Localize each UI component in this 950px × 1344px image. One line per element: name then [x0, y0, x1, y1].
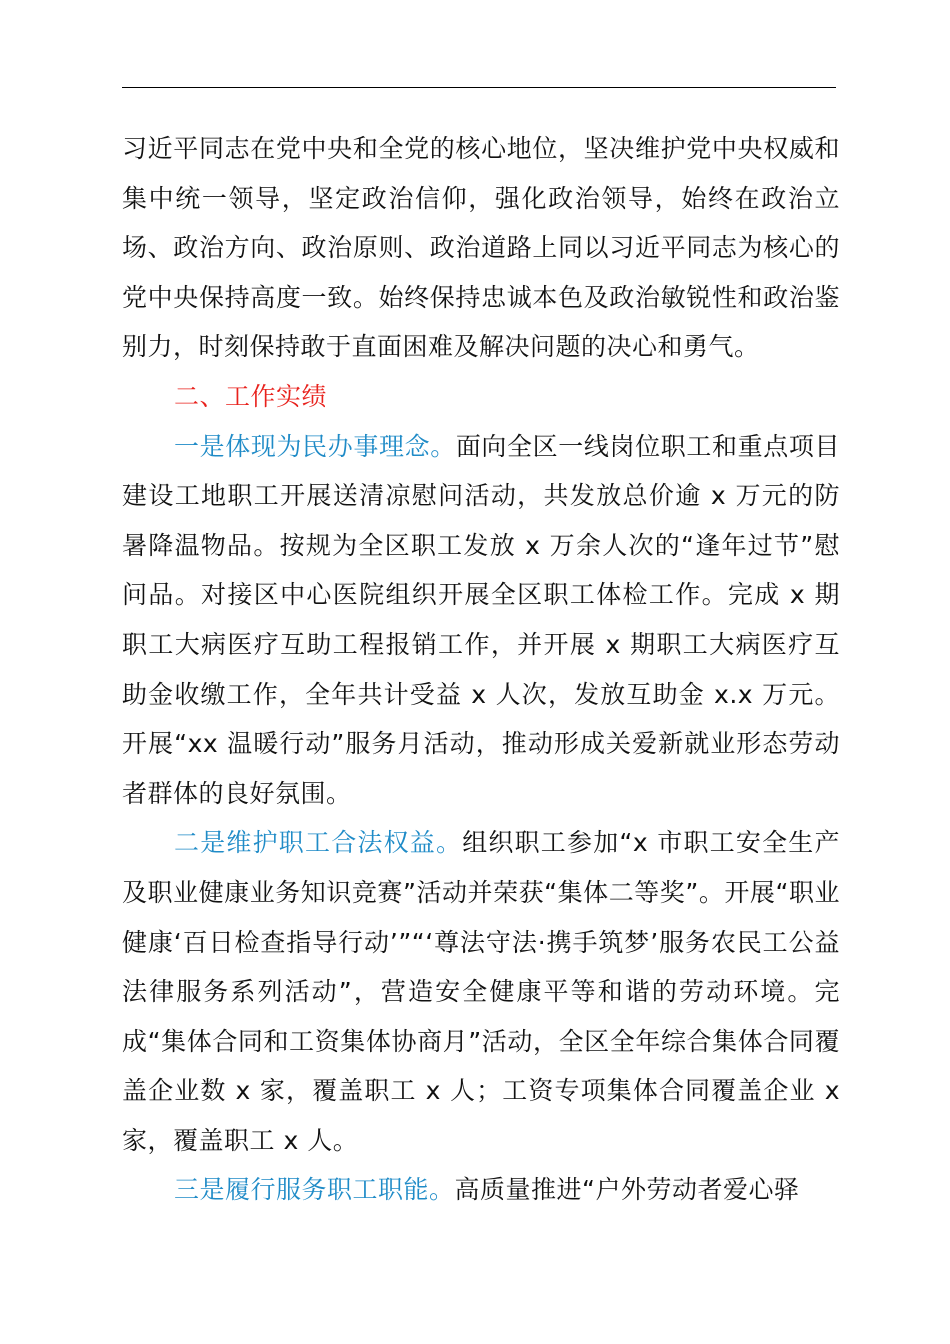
paragraph-lead: 二是维护职工合法权益。 — [174, 828, 463, 858]
paragraph-text: 组织职工参加“x 市职工安全生产及职业健康业务知识竞赛”活动并荣获“集体二等奖”。开展“职业健康‘百日检查指导行动’”“‘尊法守法·携手筑梦’服务农民工公益法律服务系列活动”，营造安全健康平等和谐的劳动环境。完成“集体合同和工资集体协商月”活动，全区全年综合集体合同覆盖企业数 x 家，覆盖职工 x 人；工资专项集体合同覆盖企业 x 家，覆盖职工 x 人。 — [122, 828, 840, 1155]
paragraph-rights — [122, 818, 840, 1165]
paragraph-lead: 三是履行服务职工职能。 — [174, 1175, 455, 1205]
section-heading: 二、工作实绩 — [174, 381, 328, 411]
document-body — [122, 124, 840, 1215]
paragraph-continuation — [122, 124, 840, 372]
paragraph-text: 高质量推进“户外劳动者爱心驿 — [454, 1175, 800, 1205]
paragraph-text: 面向全区一线岗位职工和重点项目建设工地职工开展送清凉慰问活动，共发放总价逾 x 万元的防暑降温物品。按规为全区职工发放 x 万余人次的“逢年过节”慰问品。对接区中心医院组织开展全区职工体检工作。完成 x 期职工大病医疗互助工程报销工作，并开展 x 期职工大病医疗互助金收缴工作，全年共计受益 x 人次，发放互助金 x.x 万元。开展“xx 温暖行动”服务月活动，推动形成关爱新就业形态劳动者群体的良好氛围。 — [122, 431, 840, 808]
paragraph-livelihood — [122, 422, 840, 819]
paragraph-text: 习近平同志在党中央和全党的核心地位，坚决维护党中央权威和集中统一领导，坚定政治信仰，强化政治领导，始终在政治立场、政治方向、政治原则、政治道路上同以习近平同志为核心的党中央保持高度一致。始终保持忠诚本色及政治敏锐性和政治鉴别力，时刻保持敢于直面困难及解决问题的决心和勇气。 — [122, 134, 840, 362]
paragraph-service — [122, 1165, 840, 1215]
paragraph-lead: 一是体现为民办事理念。 — [174, 431, 456, 461]
header-rule — [122, 87, 836, 88]
